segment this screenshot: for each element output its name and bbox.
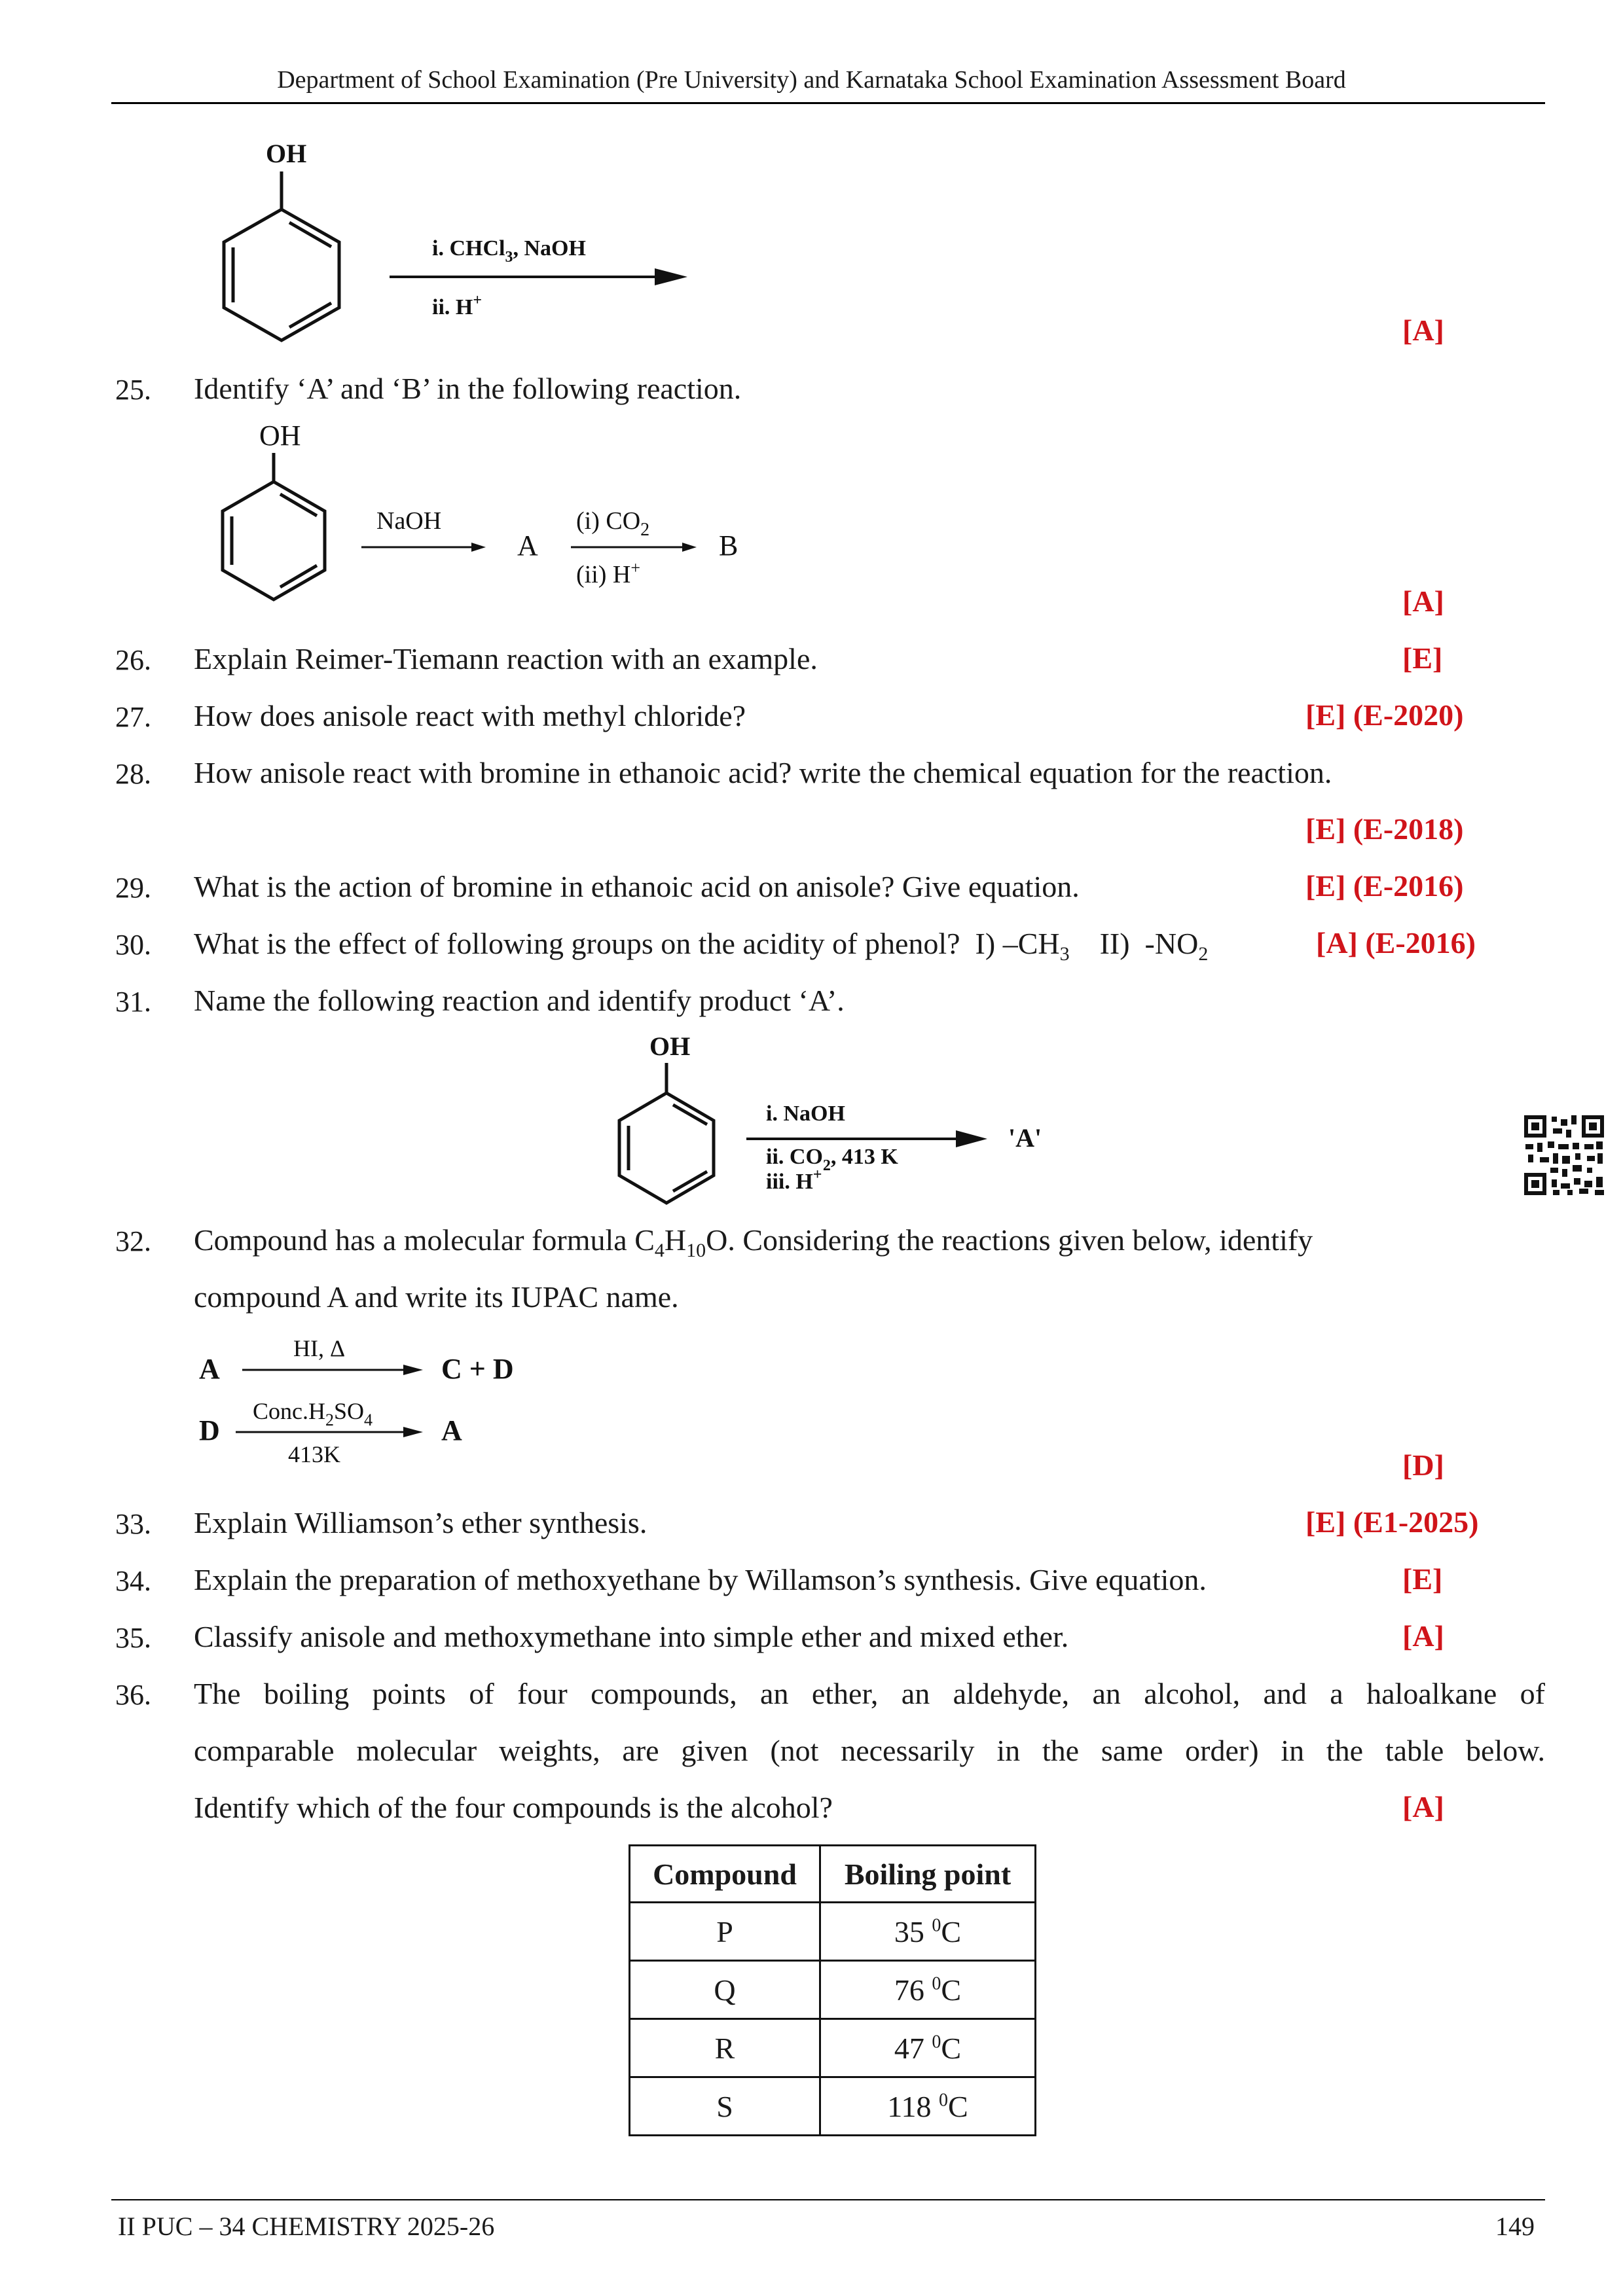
question-number: 28.	[115, 758, 151, 790]
q31-kolbe-reaction	[589, 1028, 1087, 1224]
arrow-head	[403, 1427, 423, 1437]
boiling-point-cell: 76 $^0$C	[820, 1961, 1036, 2019]
question-number: 26.	[115, 644, 151, 676]
boiling-point-cell: 118 $^0$C	[820, 2077, 1036, 2136]
question-number: 33.	[115, 1508, 151, 1540]
arrow-head	[956, 1130, 987, 1147]
table-row	[630, 1961, 1036, 2019]
reagent-temp: 413K	[288, 1441, 340, 1466]
question-text: Classify anisole and methoxymethane into simple ether and mixed ether.	[194, 1620, 1069, 1653]
arrow-head	[682, 543, 697, 552]
reagent-naoh: NaOH	[376, 507, 442, 535]
reagent-hi: HI, Δ	[293, 1335, 346, 1361]
difficulty-tag: [A] (E-2016)	[1316, 926, 1476, 960]
boiling-point-table	[629, 1844, 1036, 2136]
difficulty-tag: [E] (E-2020)	[1305, 698, 1464, 732]
question-text: What is the action of bromine in ethanoic acid on anisole? Give equation.	[194, 870, 1080, 903]
question-text-line1: The boiling points of four compounds, an ether, an aldehyde, an alcohol, and a haloalkane of	[194, 1677, 1545, 1710]
question-text-line2: comparable molecular weights, are given (not necessarily in the same order) in the table below.	[194, 1734, 1545, 1767]
q32-reactions	[190, 1329, 583, 1466]
question-number: 27.	[115, 701, 151, 733]
reagent-co2: (i) $CO_2$	[576, 507, 650, 540]
header-rule	[111, 102, 1545, 104]
question-number: 29.	[115, 872, 151, 904]
reagent-naoh: i. NaOH	[766, 1102, 845, 1126]
intermediate-a: A	[517, 529, 538, 562]
reagent-h: (ii) H+	[576, 558, 641, 588]
question-number: 31.	[115, 986, 151, 1018]
difficulty-tag: [A]	[1402, 584, 1444, 618]
question-text: Compound has a molecular formula $C_4H_{10}O$. Considering the reactions given below, identify	[194, 1223, 1313, 1262]
table-header-row	[630, 1846, 1036, 1903]
question-number: 25.	[115, 374, 151, 406]
table-row	[630, 2077, 1036, 2136]
boiling-point-cell: 35 $^0$C	[820, 1903, 1036, 1961]
page-header: Department of School Examination (Pre University) and Karnataka School Examination Assessment Board	[277, 66, 1346, 94]
page-number: 149	[1495, 2212, 1535, 2241]
reagent-co2: ii. $CO_2$, 413 K	[766, 1145, 898, 1174]
compound-d: D	[199, 1414, 220, 1446]
question-text: Name the following reaction and identify product ‘A’.	[194, 984, 845, 1017]
table-row	[630, 2019, 1036, 2077]
benzene-ring	[223, 482, 325, 600]
arrow-head	[471, 543, 486, 552]
question-text: How anisole react with bromine in ethanoic acid? write the chemical equation for the reaction.	[194, 756, 1332, 789]
footer-rule	[111, 2199, 1545, 2200]
difficulty-tag: [E] (E1-2025)	[1305, 1505, 1479, 1539]
question-number: 30.	[115, 929, 151, 961]
difficulty-tag: [E] (E-2016)	[1305, 869, 1464, 903]
compound-cell: R	[630, 2019, 820, 2077]
oh-label: OH	[259, 420, 301, 452]
compound-a-product: A	[441, 1414, 462, 1446]
difficulty-tag: [D]	[1402, 1448, 1444, 1482]
oh-label: OH	[649, 1031, 691, 1061]
reaction-arrow-head	[655, 268, 687, 285]
compound-a: A	[199, 1353, 220, 1385]
qr-code-icon[interactable]	[1524, 1115, 1604, 1195]
compound-cell: Q	[630, 1961, 820, 2019]
difficulty-tag: [A]	[1402, 1790, 1444, 1823]
question-number: 34.	[115, 1565, 151, 1597]
question-text: How does anisole react with methyl chloride?	[194, 699, 746, 732]
q25-reaction	[196, 419, 786, 615]
compound-cell: P	[630, 1903, 820, 1961]
question-text: What is the effect of following groups on the acidity of phenol? I) $-CH_3$ II) $-NO_2$	[194, 927, 1209, 965]
difficulty-tag: [A]	[1402, 1619, 1444, 1653]
reimer-tiemann-reaction	[196, 131, 720, 353]
question-text: Explain the preparation of methoxyethane by Willamson’s synthesis. Give equation.	[194, 1563, 1207, 1596]
benzene-ring	[224, 209, 339, 340]
column-header-compound: Compound	[630, 1846, 820, 1903]
reagent-h: iii. H+	[766, 1166, 822, 1194]
arrow-head	[403, 1365, 423, 1375]
question-number: 36.	[115, 1679, 151, 1711]
products-cd: C + D	[441, 1353, 514, 1385]
reagent-1: i. CHCl$_3$, NaOH	[432, 236, 586, 266]
oh-label: OH	[266, 139, 307, 168]
question-text-line2: compound A and write its IUPAC name.	[194, 1280, 679, 1314]
question-text-line3: Identify which of the four compounds is the alcohol?	[194, 1791, 833, 1824]
column-header-boiling-point: Boiling point	[820, 1846, 1036, 1903]
compound-cell: S	[630, 2077, 820, 2136]
question-text: Explain Reimer-Tiemann reaction with an example.	[194, 642, 818, 675]
footer-course: II PUC – 34 CHEMISTRY 2025-26	[118, 2212, 495, 2241]
difficulty-tag: [E]	[1402, 1562, 1443, 1596]
question-text: Identify ‘A’ and ‘B’ in the following reaction.	[194, 372, 742, 405]
table-row	[630, 1903, 1036, 1961]
difficulty-tag: [A]	[1402, 314, 1444, 347]
question-text: Explain Williamson’s ether synthesis.	[194, 1506, 647, 1539]
difficulty-tag: [E] (E-2018)	[1305, 812, 1464, 846]
question-number: 32.	[115, 1225, 151, 1257]
product-b: B	[719, 529, 739, 562]
difficulty-tag: [E]	[1402, 641, 1443, 675]
boiling-point-cell: 47 $^0$C	[820, 2019, 1036, 2077]
benzene-ring	[619, 1093, 714, 1203]
product-a: 'A'	[1008, 1123, 1042, 1153]
reagent-2: ii. H+	[432, 292, 483, 319]
question-number: 35.	[115, 1622, 151, 1654]
reagent-h2so4: $Conc.H_2SO_4$	[253, 1398, 373, 1429]
